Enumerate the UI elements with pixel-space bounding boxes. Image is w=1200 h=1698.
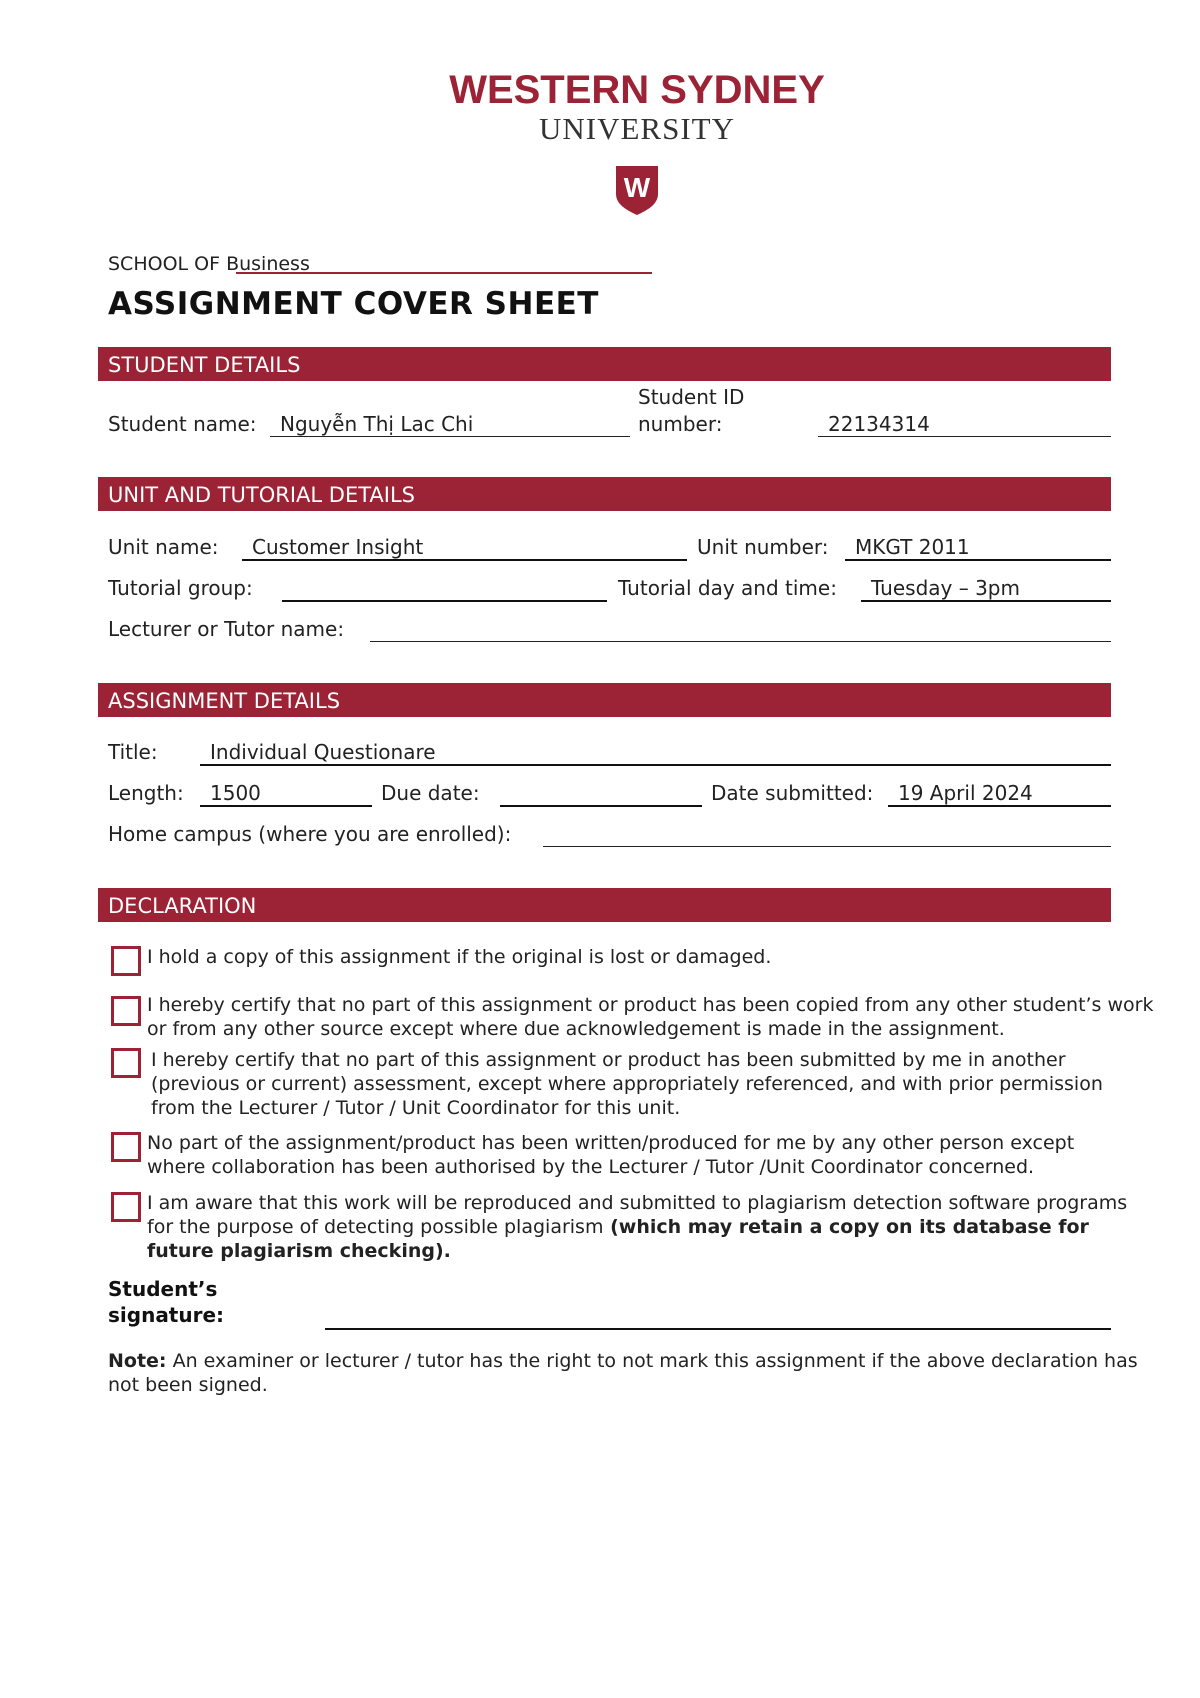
declaration-checkbox-2[interactable] — [111, 996, 141, 1026]
note-line1-text: An examiner or lecturer / tutor has the right to not mark this assignment if the above declaration has — [166, 1350, 1138, 1372]
lecturer-name-label: Lecturer or Tutor name: — [108, 617, 345, 641]
declaration-item-1 — [147, 945, 771, 969]
signature-line[interactable] — [325, 1328, 1111, 1330]
home-campus-label: Home campus (where you are enrolled): — [108, 822, 512, 846]
length-value[interactable]: 1500 — [210, 781, 261, 805]
declaration-item-5-line2-regular: for the purpose of detecting possible plagiarism — [147, 1216, 604, 1238]
student-name-value[interactable]: Nguyễn Thị Lac Chi — [280, 412, 474, 436]
note-text — [108, 1349, 1138, 1397]
logo-wordmark-university: UNIVERSITY — [539, 111, 735, 146]
note-line2: not been signed. — [108, 1374, 268, 1396]
university-shield-icon — [614, 164, 660, 216]
declaration-item-5-line3: future plagiarism checking). — [147, 1240, 451, 1262]
student-name-label: Student name: — [108, 412, 257, 436]
declaration-item-2 — [147, 993, 1153, 1041]
declaration-item-4 — [147, 1131, 1074, 1179]
declaration-item-2-line1: I hereby certify that no part of this assignment or product has been copied from any other student’s work — [147, 994, 1154, 1016]
declaration-item-3-line2: (previous or current) assessment, except where appropriately referenced, and with prior permission — [151, 1073, 1103, 1095]
unit-name-label: Unit name: — [108, 535, 219, 559]
school-name: SCHOOL OF Business — [108, 253, 310, 275]
note-label: Note: — [108, 1350, 167, 1372]
date-submitted-value[interactable]: 19 April 2024 — [898, 781, 1033, 805]
note-line1 — [108, 1349, 1138, 1373]
student-id-value[interactable]: 22134314 — [828, 412, 930, 436]
logo-wordmark-western-sydney: WESTERN SYDNEY — [449, 68, 825, 112]
tutorial-day-line — [861, 600, 1111, 602]
declaration-item-4-line1: No part of the assignment/product has been written/produced for me by any other person except — [147, 1132, 1075, 1154]
unit-name-line — [242, 559, 687, 561]
home-campus-line — [543, 846, 1111, 847]
student-id-label-line2: number: — [638, 412, 723, 436]
tutorial-group-label: Tutorial group: — [108, 576, 253, 600]
tutorial-group-line — [282, 600, 607, 602]
student-id-label-line1: Student ID — [638, 385, 745, 409]
declaration-item-3-line1: I hereby certify that no part of this assignment or product has been submitted by me in another — [151, 1049, 1066, 1071]
declaration-checkbox-5[interactable] — [111, 1192, 141, 1222]
declaration-item-4-line2: where collaboration has been authorised by the Lecturer / Tutor /Unit Coordinator concerned. — [147, 1156, 1035, 1178]
unit-name-value[interactable]: Customer Insight — [252, 535, 424, 559]
declaration-item-5-line1: I am aware that this work will be reproduced and submitted to plagiarism detection software programs — [147, 1192, 1128, 1214]
declaration-checkbox-1[interactable] — [111, 946, 141, 976]
shield-letter: W — [623, 172, 651, 203]
declaration-item-3-line3: from the Lecturer / Tutor / Unit Coordinator for this unit. — [151, 1097, 681, 1119]
declaration-item-1-line1: I hold a copy of this assignment if the original is lost or damaged. — [147, 946, 772, 968]
length-line — [200, 805, 372, 807]
unit-number-line — [845, 559, 1111, 561]
declaration-item-5-line2 — [147, 1215, 1127, 1239]
section-header-declaration: DECLARATION — [98, 888, 1111, 922]
title-line — [200, 764, 1111, 766]
signature-label-line1: Student’s — [108, 1277, 218, 1301]
tutorial-day-label: Tutorial day and time: — [618, 576, 837, 600]
length-label: Length: — [108, 781, 184, 805]
title-value[interactable]: Individual Questionare — [210, 740, 436, 764]
school-underline — [236, 272, 652, 274]
unit-number-label: Unit number: — [697, 535, 829, 559]
due-date-label: Due date: — [381, 781, 480, 805]
title-label: Title: — [108, 740, 158, 764]
unit-number-value[interactable]: MKGT 2011 — [855, 535, 970, 559]
tutorial-day-value[interactable]: Tuesday – 3pm — [871, 576, 1020, 600]
student-id-line — [818, 436, 1111, 437]
declaration-item-5 — [147, 1191, 1127, 1263]
section-header-student-details: STUDENT DETAILS — [98, 347, 1111, 381]
declaration-checkbox-3[interactable] — [111, 1048, 141, 1078]
declaration-checkbox-4[interactable] — [111, 1132, 141, 1162]
section-header-assignment-details: ASSIGNMENT DETAILS — [98, 683, 1111, 717]
section-header-unit-details: UNIT AND TUTORIAL DETAILS — [98, 477, 1111, 511]
declaration-item-3 — [151, 1048, 1103, 1120]
student-name-line — [270, 436, 630, 437]
declaration-item-2-line2: or from any other source except where due acknowledgement is made in the assignment. — [147, 1018, 1005, 1040]
declaration-item-5-line2-bold: (which may retain a copy on its database for — [603, 1216, 1089, 1238]
date-submitted-label: Date submitted: — [711, 781, 874, 805]
date-submitted-line — [888, 805, 1111, 807]
signature-label-line2: signature: — [108, 1303, 225, 1327]
due-date-line — [500, 805, 702, 807]
lecturer-name-line — [370, 641, 1111, 642]
page-title: ASSIGNMENT COVER SHEET — [108, 286, 599, 322]
